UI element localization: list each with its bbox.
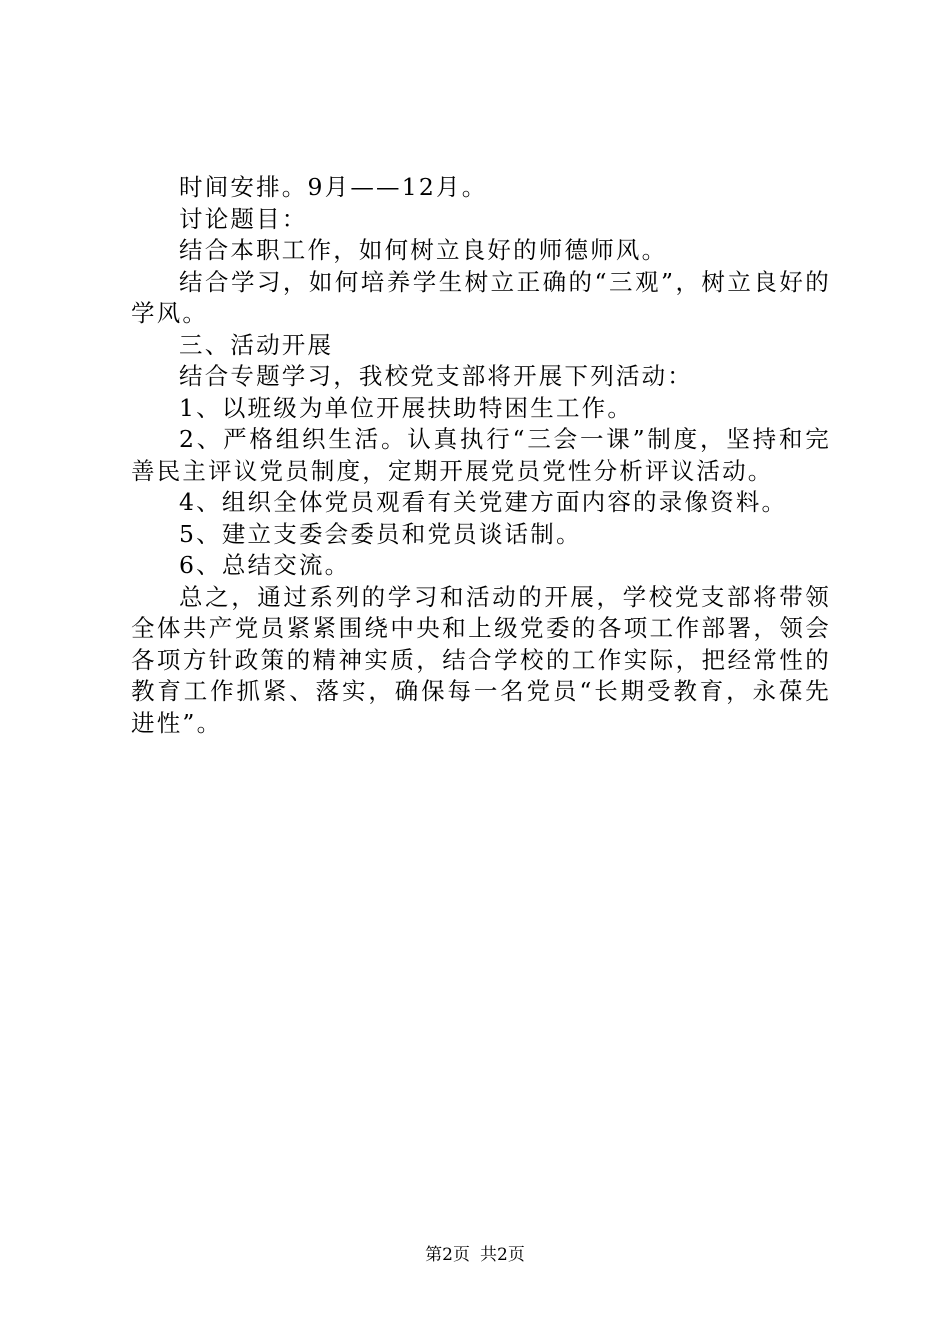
- paragraph-conclusion: 总之，通过系列的学习和活动的开展，学校党支部将带领全体共产党员紧紧围绕中央和上级党委的各项工作部署，领会各项方针政策的精神实质，结合学校的工作实际，把经常性的教育工作抓紧、落实，确保每一名党员“长期受教育，永葆先进性”。: [131, 582, 831, 737]
- page-footer: [0, 1244, 950, 1266]
- list-item-6: 6、总结交流。: [179, 551, 351, 579]
- document-body: [131, 172, 831, 739]
- paragraph-discussion-topics: 讨论题目：: [179, 204, 308, 233]
- paragraph-topic-values: 结合学习，如何培养学生树立正确的“三观”，树立良好的学风。: [131, 267, 831, 327]
- page-total: 共2页: [480, 1245, 525, 1265]
- list-item-4: 4、组织全体党员观看有关党建方面内容的录像资料。: [179, 488, 788, 516]
- paragraph-topic-ethics: 结合本职工作，如何树立良好的师德师风。: [179, 236, 668, 264]
- list-item-5: 5、建立支委会委员和党员谈话制。: [179, 519, 582, 548]
- paragraph-schedule: 时间安排。9月——12月。: [179, 173, 488, 201]
- paragraph-activities-intro: 结合专题学习，我校党支部将开展下列活动：: [179, 362, 693, 390]
- section-heading-activities: 三、活动开展: [179, 330, 334, 359]
- page-number: 第2页: [425, 1245, 470, 1265]
- list-item-1: 1、以班级为单位开展扶助特困生工作。: [179, 393, 634, 422]
- list-item-2: 2、严格组织生活。认真执行“三会一课”制度，坚持和完善民主评议党员制度，定期开展党员党性分析评议活动。: [131, 425, 831, 485]
